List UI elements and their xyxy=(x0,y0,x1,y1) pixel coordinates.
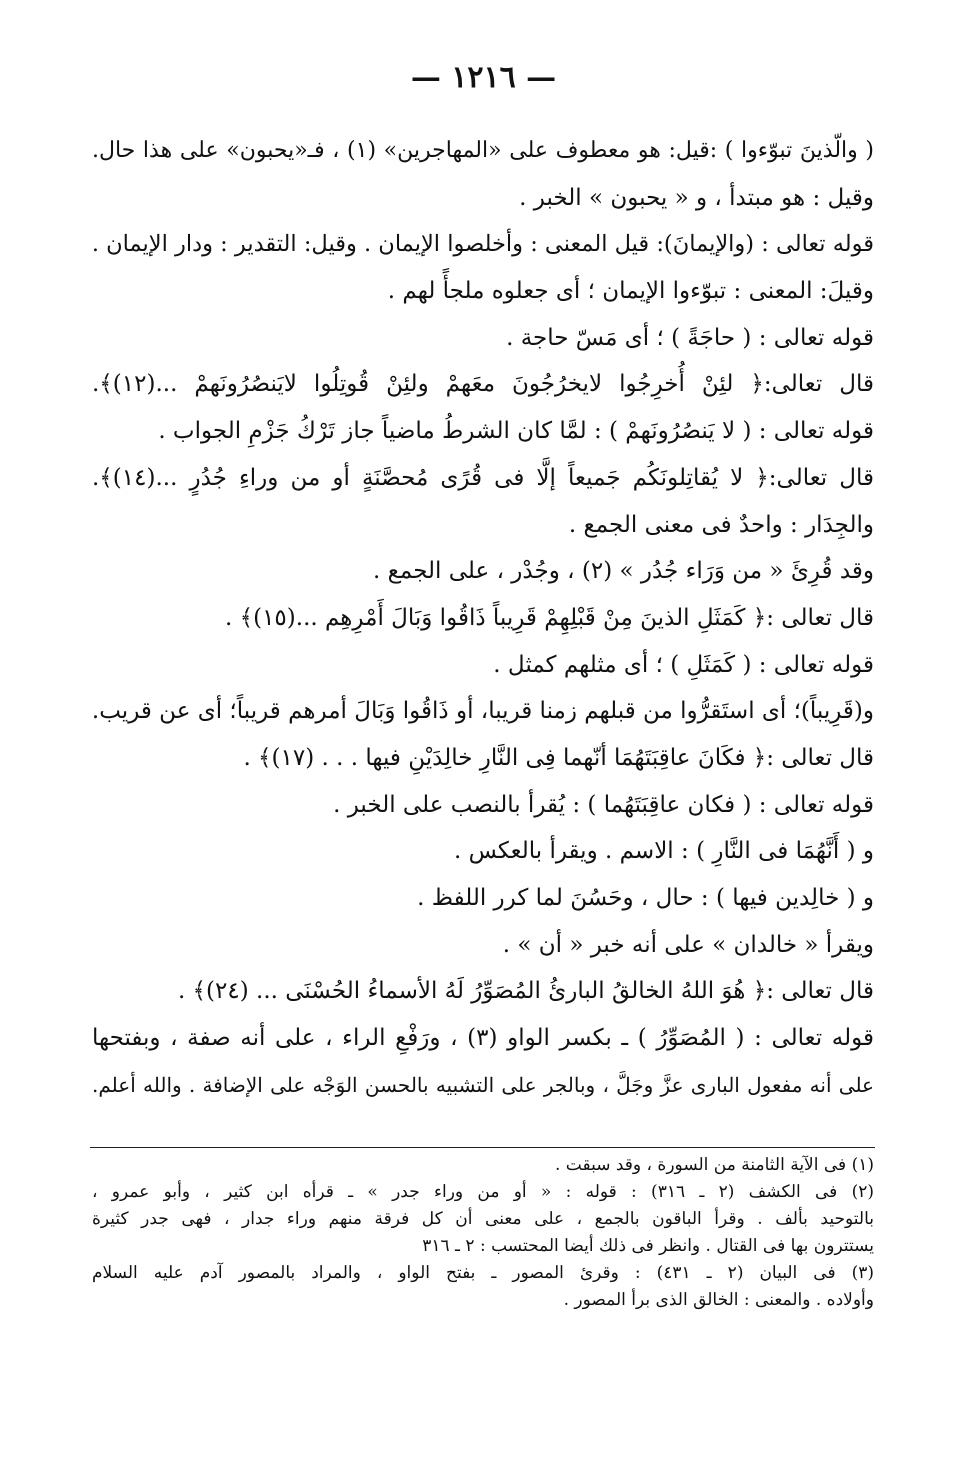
footnote-line: (١) فى الآية الثامنة من السورة ، وقد سبقت . xyxy=(554,1155,874,1175)
text-line: ( والّذينَ تبوّءوا ) :قيل: هو معطوف على «المهاجرين» (١) ، فـ«يحبون» على هذا حال. xyxy=(92,138,874,163)
main-text xyxy=(92,128,874,1108)
text-line: قوله تعالى : ( لا يَنصُرُونَهمْ ) : لمَّا كان الشرطُ ماضياً جاز تَرْكُ جَزْمِ الجواب . xyxy=(158,418,874,445)
text-line: قوله تعالى : ( كَمَثَلِ ) ؛ أى مثلهم كمثل . xyxy=(493,651,874,678)
verse-line: قال تعالى :﴿ فكَانَ عاقِبَتَهُمَا أنّهما فِى النَّارِ خالِدَيْنِ فيها . . . (١٧)﴾ . xyxy=(243,744,874,771)
text-line: والجِدَار : واحدٌ فى معنى الجمع . xyxy=(568,511,874,538)
text-line: قوله تعالى : ( فكان عاقِبَتَهُما ) : يُقرأ بالنصب على الخبر . xyxy=(333,791,874,818)
text-line: وقيل : هو مبتدأ ، و « يحبون » الخبر . xyxy=(519,184,874,211)
footnote-line: (٢) فى الكشف (٢ ـ ٣١٦) : قوله : « أو من وراء جدر » ـ قرأه ابن كثير ، وأبو عمرو ، xyxy=(92,1182,874,1202)
text-line: قوله تعالى : ( المُصَوِّرُ ) ـ بكسر الواو (٣) ، ورَفْعِ الراء ، على أنه صفة ، وبفتحها xyxy=(92,1025,875,1052)
verse-line: قال تعالى:﴿ لئِنْ أُخرِجُوا لايخرُجُونَ معَهمْ ولئِنْ قُوتِلُوا لايَنصُرُونَهمْ ...(١٢)﴾. xyxy=(92,371,874,398)
text-line: و ( أَنَّهُمَا فى النَّارِ ) : الاسم . ويقرأ بالعكس . xyxy=(453,838,874,865)
text-line: قوله تعالى : ( حاجَةً ) ؛ أى مَسّ حاجة . xyxy=(506,324,874,351)
footnote-line: بالتوحيد بألف . وقرأ الباقون بالجمع ، على معنى أن كل فرقة منهم وراء جدار ، فهى جدر كثيرة xyxy=(92,1209,874,1229)
footnote-separator xyxy=(90,1147,875,1148)
text-line: و ( خالِدين فيها ) : حال ، وحَسُنَ لما كرر اللفظ . xyxy=(417,885,874,911)
verse-line: قال تعالى :﴿ هُوَ اللهُ الخالقُ البارئُ المُصَوِّرُ لَهُ الأسماءُ الحُسْنَى ... (٢٤)﴾ . xyxy=(177,978,874,1005)
text-line: على أنه مفعول البارى عزَّ وجَلَّ ، وبالجر على التشبيه بالحسن الوَجْه على الإضافة . والله أعلم. xyxy=(92,1072,874,1097)
text-line: و(قَرِيباً)؛ أى استَقرُّوا من قبلهم زمنا قريبا، أو ذَاقُوا وَبَالَ أمرهم قريباً؛ أى عن قريب. xyxy=(91,698,874,725)
text-line: وقيلَ: المعنى : تبوّءوا الإيمان ؛ أى جعلوه ملجأً لهم . xyxy=(387,278,874,305)
text-line: قوله تعالى : (والإيمانَ): قيل المعنى : وأخلصوا الإيمان . وقيل: التقدير : ودار الإيمان . xyxy=(91,231,874,258)
footnote-line: وأولاده . والمعنى : الخالق الذى برأ المصور . xyxy=(563,1290,874,1310)
page-number: — ١٢١٦ — xyxy=(410,60,557,95)
footnote-line: (٣) فى البيان (٢ ـ ٤٣١) : وقرئ المصور ـ بفتح الواو ، والمراد بالمصور آدم عليه السلام xyxy=(92,1263,874,1283)
footnotes xyxy=(92,1152,874,1314)
text-line: ويقرأ « خالدان » على أنه خبر « أن » . xyxy=(502,931,874,958)
text-line: وقد قُرِئَ « من وَرَاء جُدُر » (٢) ، وجُدْر ، على الجمع . xyxy=(373,558,874,585)
verse-line: قال تعالى:﴿ لا يُقاتِلونَكُم جَميعاً إلَّا فى قُرًى مُحصَّنَةٍ أو من وراءِ جُدُرٍ ...(١٤)﴾. xyxy=(92,464,874,491)
footnote-line: يستترون بها فى القتال . وانظر فى ذلك أيضا المحتسب : ٢ ـ ٣١٦ xyxy=(422,1236,874,1256)
verse-line: قال تعالى :﴿ كَمَثَلِ الذينَ مِنْ قَبْلِهِمْ قَرِيباً ذَاقُوا وَبَالَ أَمْرِهِم ...(١٥)﴾ . xyxy=(224,604,874,631)
